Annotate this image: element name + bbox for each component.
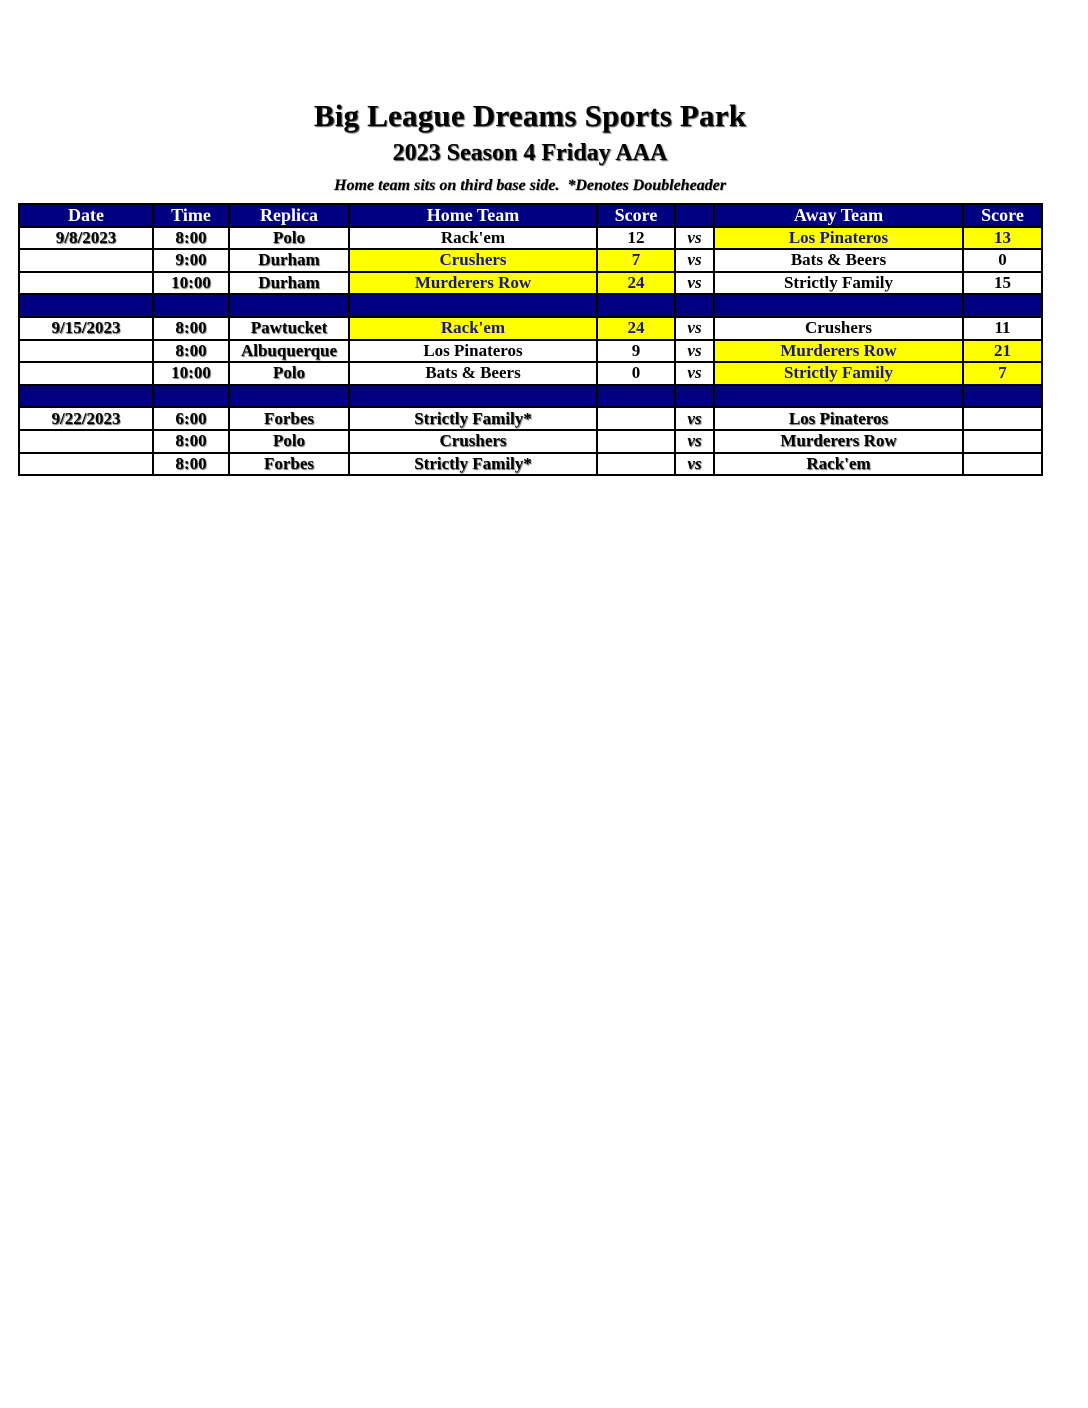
table-row xyxy=(19,340,1042,363)
cell-home-score xyxy=(597,407,675,430)
cell-time: 6:00 xyxy=(153,407,229,430)
cell-away-team: Murderers Row xyxy=(714,340,963,363)
cell-away-team: Strictly Family xyxy=(714,362,963,385)
cell-date xyxy=(19,249,153,272)
separator-cell xyxy=(153,294,229,317)
cell-away-score: 13 xyxy=(963,227,1042,250)
cell-away-score xyxy=(963,407,1042,430)
cell-date xyxy=(19,362,153,385)
separator-cell xyxy=(675,385,714,408)
cell-replica: Forbes xyxy=(229,407,349,430)
separator-cell xyxy=(597,294,675,317)
cell-vs: vs xyxy=(675,340,714,363)
cell-away-team: Murderers Row xyxy=(714,430,963,453)
cell-home-score: 0 xyxy=(597,362,675,385)
cell-replica: Albuquerque xyxy=(229,340,349,363)
cell-time: 8:00 xyxy=(153,430,229,453)
cell-away-team: Los Pinateros xyxy=(714,407,963,430)
cell-replica: Forbes xyxy=(229,453,349,476)
cell-time: 10:00 xyxy=(153,362,229,385)
separator-cell xyxy=(597,385,675,408)
cell-home-team: Bats & Beers xyxy=(349,362,597,385)
schedule-table xyxy=(18,203,1043,476)
cell-replica: Polo xyxy=(229,362,349,385)
table-row xyxy=(19,249,1042,272)
cell-home-score: 24 xyxy=(597,317,675,340)
cell-home-team: Crushers xyxy=(349,430,597,453)
cell-away-score: 11 xyxy=(963,317,1042,340)
cell-replica: Pawtucket xyxy=(229,317,349,340)
separator-cell xyxy=(349,385,597,408)
schedule-body xyxy=(19,227,1042,476)
cell-away-score: 21 xyxy=(963,340,1042,363)
table-row xyxy=(19,317,1042,340)
separator-cell xyxy=(714,385,963,408)
cell-away-team: Los Pinateros xyxy=(714,227,963,250)
cell-away-team: Strictly Family xyxy=(714,272,963,295)
cell-time: 8:00 xyxy=(153,340,229,363)
page-subtitle: 2023 Season 4 Friday AAA xyxy=(392,140,668,166)
cell-replica: Polo xyxy=(229,227,349,250)
separator-cell xyxy=(675,294,714,317)
cell-away-team: Rack'em xyxy=(714,453,963,476)
separator-cell xyxy=(714,294,963,317)
cell-vs: vs xyxy=(675,272,714,295)
cell-date xyxy=(19,430,153,453)
cell-time: 8:00 xyxy=(153,227,229,250)
table-row xyxy=(19,362,1042,385)
cell-vs: vs xyxy=(675,362,714,385)
cell-date: 9/22/2023 xyxy=(19,407,153,430)
cell-vs: vs xyxy=(675,249,714,272)
cell-date xyxy=(19,453,153,476)
cell-home-score xyxy=(597,430,675,453)
cell-away-score xyxy=(963,453,1042,476)
cell-away-score: 7 xyxy=(963,362,1042,385)
cell-home-score: 9 xyxy=(597,340,675,363)
cell-vs: vs xyxy=(675,453,714,476)
table-row xyxy=(19,430,1042,453)
page-title: Big League Dreams Sports Park xyxy=(313,98,747,133)
cell-home-team: Los Pinateros xyxy=(349,340,597,363)
schedule-note: Home team sits on third base side. *Denotes Doubleheader xyxy=(334,177,726,194)
separator-cell xyxy=(19,385,153,408)
cell-vs: vs xyxy=(675,317,714,340)
cell-date xyxy=(19,272,153,295)
column-header-replica: Replica xyxy=(229,204,349,227)
table-row xyxy=(19,407,1042,430)
cell-replica: Polo xyxy=(229,430,349,453)
separator-cell xyxy=(349,294,597,317)
cell-home-score xyxy=(597,453,675,476)
cell-time: 9:00 xyxy=(153,249,229,272)
column-header-vs xyxy=(675,204,714,227)
cell-away-team: Crushers xyxy=(714,317,963,340)
cell-time: 10:00 xyxy=(153,272,229,295)
cell-time: 8:00 xyxy=(153,453,229,476)
cell-replica: Durham xyxy=(229,272,349,295)
cell-date: 9/15/2023 xyxy=(19,317,153,340)
column-header-home-team: Home Team xyxy=(349,204,597,227)
cell-home-score: 24 xyxy=(597,272,675,295)
table-row xyxy=(19,227,1042,250)
separator-cell xyxy=(963,294,1042,317)
cell-vs: vs xyxy=(675,407,714,430)
cell-home-team: Rack'em xyxy=(349,317,597,340)
cell-home-team: Murderers Row xyxy=(349,272,597,295)
cell-away-score: 0 xyxy=(963,249,1042,272)
cell-away-score xyxy=(963,430,1042,453)
week-separator-row xyxy=(19,385,1042,408)
cell-time: 8:00 xyxy=(153,317,229,340)
cell-home-team: Strictly Family* xyxy=(349,453,597,476)
column-header-time: Time xyxy=(153,204,229,227)
separator-cell xyxy=(963,385,1042,408)
cell-home-score: 12 xyxy=(597,227,675,250)
cell-replica: Durham xyxy=(229,249,349,272)
table-row xyxy=(19,453,1042,476)
header-row xyxy=(19,204,1042,227)
cell-away-team: Bats & Beers xyxy=(714,249,963,272)
column-header-away-score: Score xyxy=(963,204,1042,227)
separator-cell xyxy=(153,385,229,408)
separator-cell xyxy=(19,294,153,317)
cell-date: 9/8/2023 xyxy=(19,227,153,250)
cell-date xyxy=(19,340,153,363)
cell-home-team: Strictly Family* xyxy=(349,407,597,430)
week-separator-row xyxy=(19,294,1042,317)
column-header-date: Date xyxy=(19,204,153,227)
cell-home-team: Crushers xyxy=(349,249,597,272)
table-row xyxy=(19,272,1042,295)
cell-home-team: Rack'em xyxy=(349,227,597,250)
separator-cell xyxy=(229,385,349,408)
cell-home-score: 7 xyxy=(597,249,675,272)
cell-vs: vs xyxy=(675,227,714,250)
separator-cell xyxy=(229,294,349,317)
column-header-home-score: Score xyxy=(597,204,675,227)
cell-away-score: 15 xyxy=(963,272,1042,295)
column-header-away-team: Away Team xyxy=(714,204,963,227)
cell-vs: vs xyxy=(675,430,714,453)
